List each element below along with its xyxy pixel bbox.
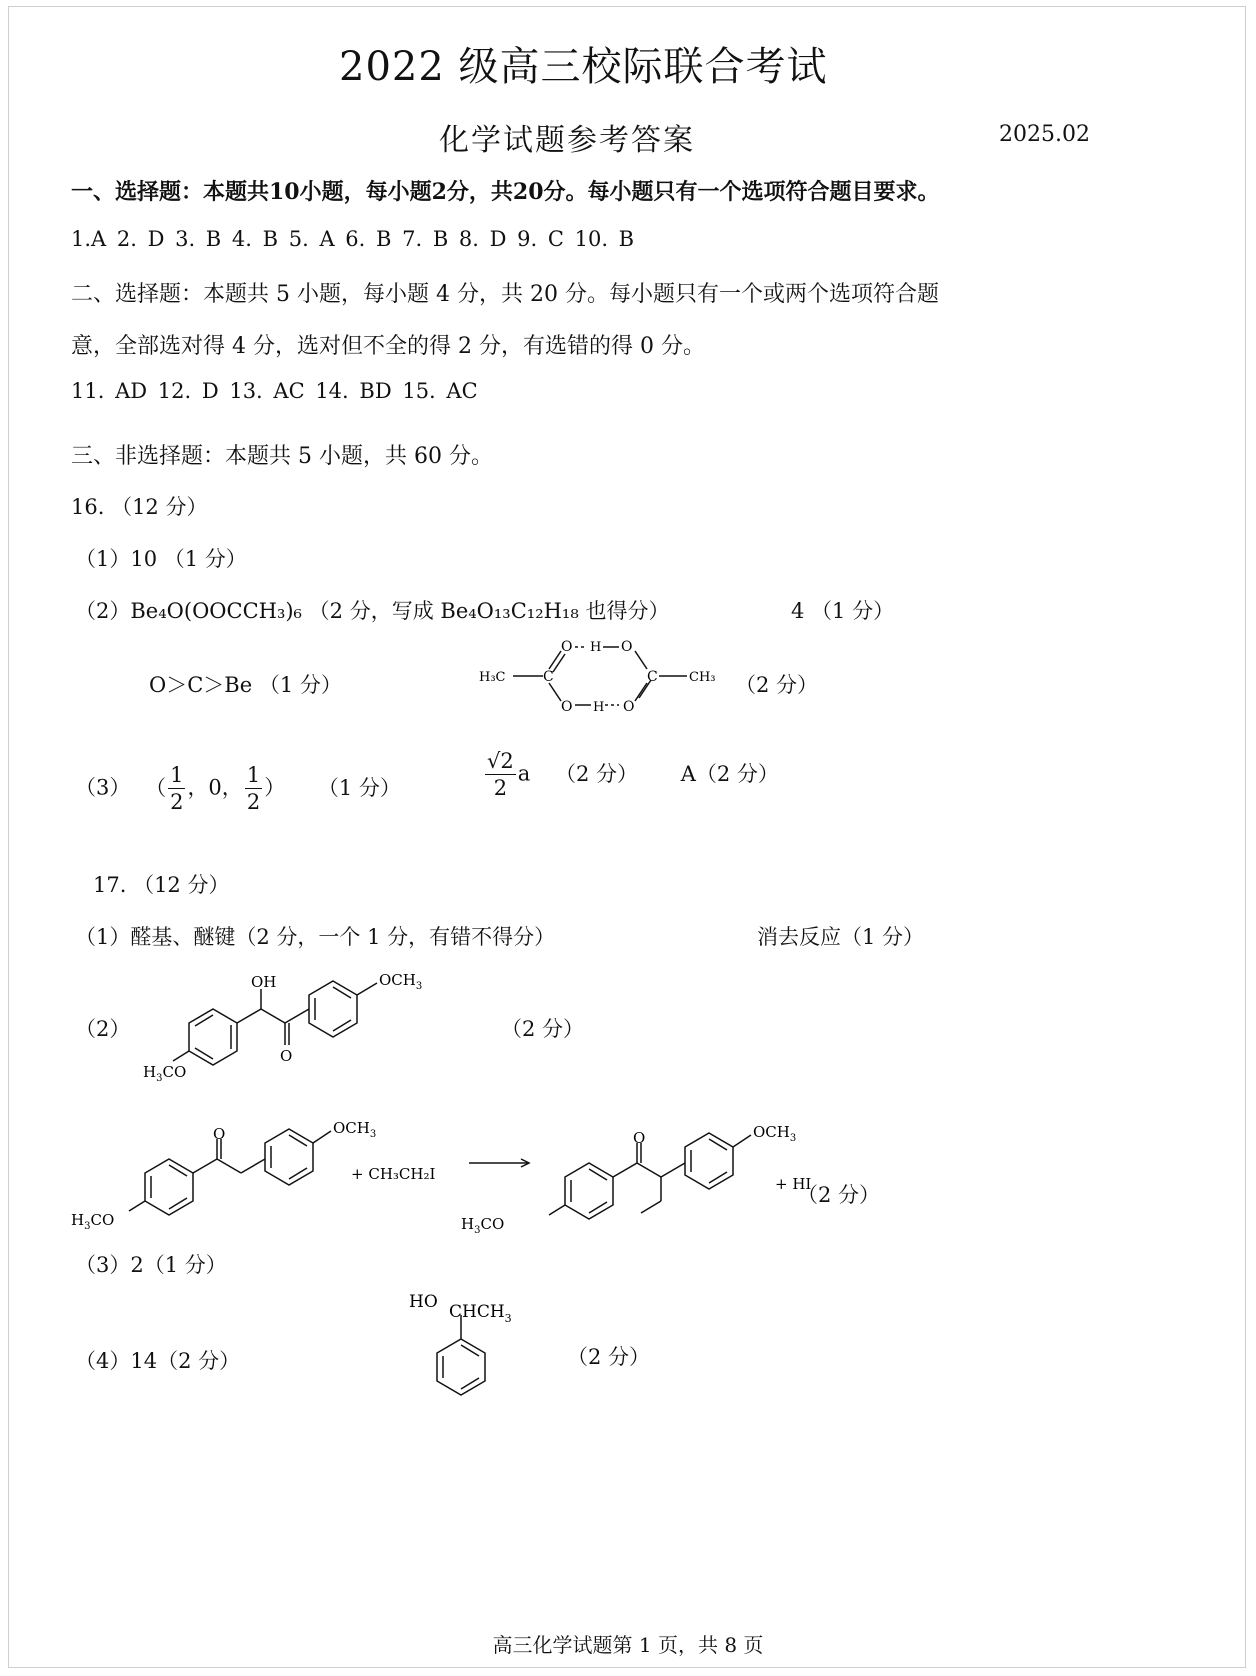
product-methoxy-right: $OCH_3$ — [753, 1123, 797, 1144]
q16-part2-prefix: （2） — [75, 599, 131, 623]
coord-x-den: 2 — [170, 790, 184, 814]
hydroxy-ho-label: HO — [409, 1292, 438, 1312]
distance-var: a — [517, 761, 531, 786]
reactant-carbonyl-o: O — [213, 1125, 226, 1143]
product-carbonyl-o: O — [633, 1129, 646, 1147]
dimer-o-top-right: O — [621, 639, 633, 655]
coord-z-num: 1 — [246, 763, 261, 787]
page-title: 2022 级高三校际联合考试 — [339, 44, 828, 90]
q17-reaction-type: 消去反应（1 分） — [757, 925, 925, 949]
q17-part1: （1）醛基、醚键（2 分，一个 1 分，有错不得分） — [75, 925, 556, 949]
q17-part2-prefix: （2） — [75, 1017, 131, 1041]
coord-x-num: 1 — [170, 763, 184, 787]
reagent-ethyl-iodide: + CH₃CH₂I — [351, 1165, 436, 1183]
acetic-acid-dimer-structure — [473, 631, 763, 721]
product-methoxy-left: $H_3CO$ — [461, 1215, 505, 1236]
q17-reaction-score: （2 分） — [797, 1183, 881, 1207]
q16-formula-note: （2 分，写成 Be₄O₁₃C₁₂H₁₈ 也得分） — [308, 599, 670, 623]
q17-part3: （3）2（1 分） — [75, 1253, 227, 1277]
distance-num: √2 — [487, 749, 514, 773]
coord-close: ） — [264, 775, 286, 800]
reactant-methoxy-right: $OCH_3$ — [333, 1119, 377, 1140]
page-footer: 高三化学试题第 1 页，共 8 页 — [492, 1633, 764, 1657]
q17-alkylation-reaction — [69, 1097, 889, 1237]
section-1-answers: 1.A 2. D 3. B 4. B 5. A 6. B 7. B 8. D 9. C 10. B — [71, 227, 635, 251]
section-2-answers: 11. AD 12. D 13. AC 14. BD 15. AC — [71, 379, 478, 403]
q16-part3-prefix: （3） — [75, 775, 131, 800]
dimer-right-carbon: C — [647, 669, 658, 685]
q17-part4: （4）14（2 分） — [75, 1349, 241, 1373]
q16-count: 4 （1 分） — [791, 599, 895, 623]
section-2-heading-line1: 二、选择题：本题共 5 小题，每小题 4 分，共 20 分。每小题只有一个或两个选项符合题 — [71, 282, 939, 307]
methoxy-right-label: $OCH_3$ — [379, 971, 423, 992]
distance-den: 2 — [493, 776, 508, 800]
q17-hydroxy-ketone-structure — [143, 959, 503, 1109]
q16-part3 — [75, 765, 401, 813]
reactant-methoxy-left: $H_3CO$ — [71, 1211, 115, 1232]
q16-distance — [483, 751, 779, 799]
coord-mid: ，0， — [187, 775, 243, 800]
q16-part2 — [75, 595, 669, 625]
distance-fraction — [485, 751, 516, 799]
coord-x-fraction — [168, 765, 185, 813]
byproduct-hi: + HI — [775, 1175, 812, 1193]
q17-part4-score: （2 分） — [567, 1345, 651, 1369]
q17-part2-score: （2 分） — [501, 1017, 585, 1041]
q16-part1: （1）10 （1 分） — [75, 547, 247, 571]
coord-z-den: 2 — [246, 790, 261, 814]
q16-dimer-score: （2 分） — [735, 673, 819, 697]
ethyl-chain-label: $CHCH_3$ — [449, 1302, 512, 1325]
q16-electronegativity-order: O＞C＞Be （1 分） — [149, 673, 342, 697]
q17-label: 17. （12 分） — [93, 873, 230, 897]
dimer-o-bottom-left: O — [561, 699, 573, 715]
coord-open: （ — [145, 775, 167, 800]
q16-part3-answer: A（2 分） — [680, 761, 779, 786]
dimer-o-top-left: O — [561, 639, 573, 655]
q16-part3-score1: （1 分） — [317, 775, 401, 800]
coord-z-fraction — [245, 765, 262, 813]
q16-label: 16. （12 分） — [71, 495, 208, 519]
exam-date: 2025.02 — [999, 122, 1090, 147]
section-2-heading-line2: 意，全部选对得 4 分，选对但不全的得 2 分，有选错的得 0 分。 — [71, 334, 705, 359]
q16-formula: Be₄O(OOCCH₃)₆ — [130, 599, 302, 623]
dimer-left-methyl: H₃C — [479, 670, 506, 685]
dimer-right-methyl: CH₃ — [689, 670, 716, 685]
carbonyl-o-label: O — [280, 1047, 293, 1065]
dimer-o-bottom-right: O — [623, 699, 635, 715]
answer-sheet-page — [8, 6, 1246, 1668]
hydroxy-label: OH — [251, 973, 277, 991]
dimer-h-top: H — [590, 640, 602, 655]
page-subtitle: 化学试题参考答案 — [439, 123, 695, 158]
section-1-heading: 一、选择题：本题共10小题，每小题2分，共20分。每小题只有一个选项符合题目要求。 — [71, 179, 940, 205]
methoxy-left-label: $H_3CO$ — [143, 1063, 187, 1084]
dimer-h-bottom: H — [593, 700, 605, 715]
dimer-left-carbon: C — [543, 669, 554, 685]
q16-part3-score2: （2 分） — [554, 761, 639, 786]
section-3-heading: 三、非选择题：本题共 5 小题，共 60 分。 — [71, 444, 493, 469]
